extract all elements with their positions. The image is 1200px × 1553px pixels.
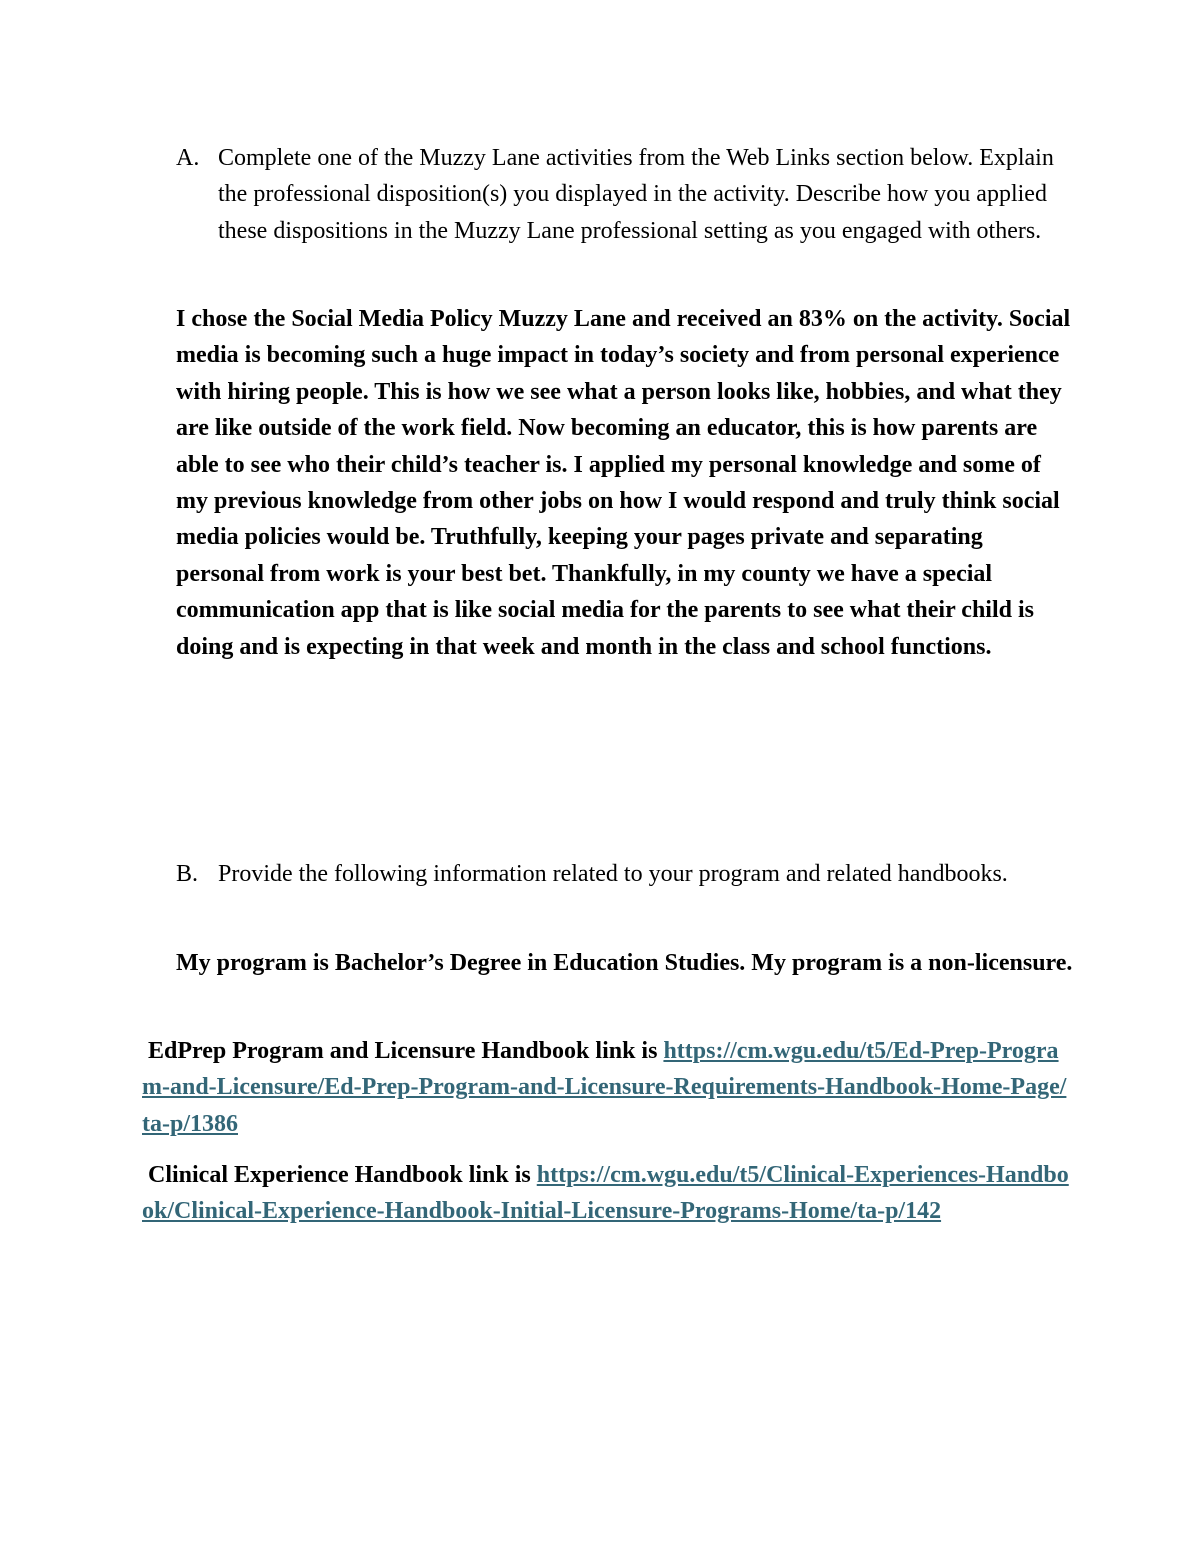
answer-b: My program is Bachelor’s Degree in Education Studies. My program is a non-licensure. [176, 950, 1073, 976]
clinical-handbook-paragraph [142, 1157, 1072, 1230]
question-a-text: Complete one of the Muzzy Lane activities from the Web Links section below. Explain the professional disposition(s) you displayed in the activity. Describe how you applied these dispositions in the Muzzy Lane professional setting as you engaged with others. [218, 145, 1054, 244]
question-a [176, 140, 1056, 249]
question-b-marker: B. [176, 861, 199, 887]
question-b [176, 856, 1056, 892]
clinical-handbook-link[interactable]: https://cm.wgu.edu/t5/Clinical-Experiences-Handbook/Clinical-Experience-Handbook-Initial-Licensure-Programs-Home/ta-p/142 [142, 1162, 1069, 1225]
edprep-handbook-paragraph [142, 1033, 1072, 1142]
clinical-handbook-label: Clinical Experience Handbook link is [148, 1162, 537, 1188]
edprep-handbook-link[interactable]: https://cm.wgu.edu/t5/Ed-Prep-Program-and-Licensure/Ed-Prep-Program-and-Licensure-Requirements-Handbook-Home-Page/ta-p/1386 [142, 1038, 1067, 1137]
edprep-handbook-label: EdPrep Program and Licensure Handbook link is [148, 1038, 664, 1064]
question-a-marker: A. [176, 145, 200, 171]
question-b-text: Provide the following information related to your program and related handbooks. [218, 861, 1008, 887]
answer-a: I chose the Social Media Policy Muzzy Lane and received an 83% on the activity. Social media is becoming such a huge impact in today’s society and from personal experience with hiring people. This is how we see what a person looks like, hobbies, and what they are like outside of the work field. Now becoming an educator, this is how parents are able to see who their child’s teacher is. I applied my personal knowledge and some of my previous knowledge from other jobs on how I would respond and truly think social media policies would be. Truthfully, keeping your pages private and separating personal from work is your best bet. Thankfully, in my county we have a special communication app that is like social media for the parents to see what their child is doing and is expecting in that week and month in the class and school functions. [176, 306, 1071, 660]
